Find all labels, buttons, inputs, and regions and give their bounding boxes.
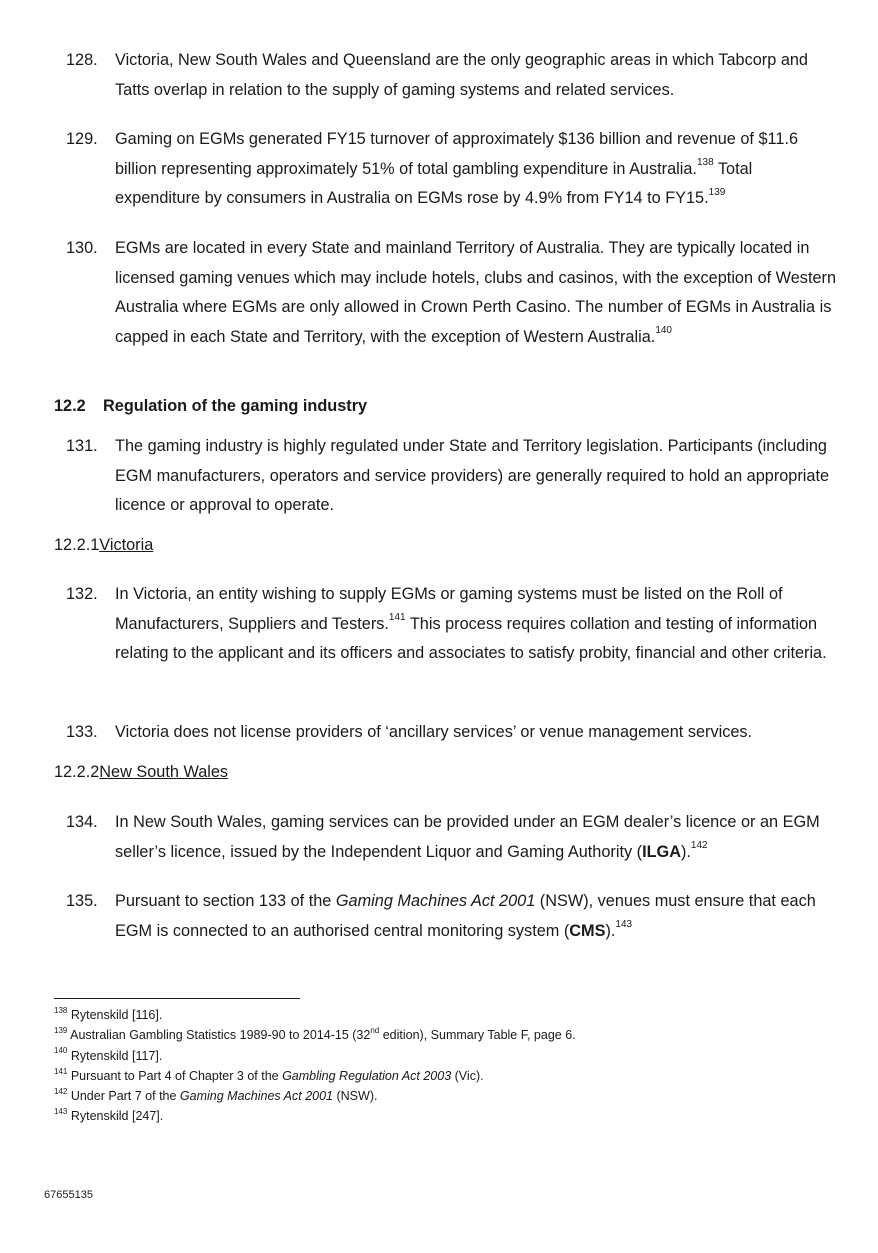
subsection-heading	[54, 763, 228, 782]
paragraph-number: 134.	[66, 813, 98, 831]
paragraph-text: The gaming industry is highly regulated under State and Territory legislation. Participants (including EGM manufacturers, operators and service providers) are generally required to hold an appropriate licence or approval to operate.	[115, 437, 830, 514]
paragraph-number: 133.	[66, 723, 98, 741]
section-number: 12.2	[54, 397, 86, 415]
footnote-141: $^{141}$ Pursuant to Part 4 of Chapter 3 of the Gambling Regulation Act 2003 (Vic).	[54, 1066, 484, 1083]
paragraph-133	[66, 718, 838, 748]
footnote-143: $^{143}$ Rytenskild [247].	[54, 1107, 164, 1124]
paragraph-129	[66, 125, 838, 214]
footnote-ref[interactable]: 138	[696, 157, 714, 169]
subsection-heading	[54, 536, 153, 555]
subsection-title: Victoria	[99, 536, 154, 554]
footnote-140: $^{140}$ Rytenskild [117].	[54, 1046, 163, 1063]
subsection-number: 12.2.1	[54, 536, 100, 554]
paragraph-130	[66, 234, 838, 352]
footnote-138: $^{138}$ Rytenskild [116].	[54, 1005, 163, 1022]
footnote-ref[interactable]: 140	[655, 325, 672, 337]
section-title: Regulation of the gaming industry	[103, 397, 368, 415]
footnote-ref[interactable]: 139	[708, 186, 726, 198]
paragraph-135	[66, 887, 838, 946]
footnote-139: $^{139}$ Australian Gambling Statistics 1989-90 to 2014-15 (32nd edition), Summary Table F, page 6.	[54, 1026, 576, 1043]
paragraph-number: 128.	[66, 51, 98, 69]
paragraph-number: 131.	[66, 437, 98, 455]
paragraph-132	[66, 580, 838, 669]
paragraph-text: Pursuant to section 133 of the Gaming Machines Act 2001 (NSW), venues must ensure that each EGM is connected to an authorised central monitoring system (CMS).$^{143}$	[115, 892, 816, 940]
subsection-title: New South Wales	[99, 763, 229, 781]
paragraph-number: 130.	[66, 239, 98, 257]
footnote-ref[interactable]: 142	[690, 840, 708, 852]
section-heading	[54, 397, 367, 416]
paragraph-text: In New South Wales, gaming services can be provided under an EGM dealer’s licence or an EGM seller’s licence, issued by the Independent Liquor and Gaming Authority (ILGA).$^{142}$	[115, 813, 820, 861]
paragraph-text: EGMs are located in every State and mainland Territory of Australia. They are typically located in licensed gaming venues which may include hotels, clubs and casinos, with the exception of Western Australia where EGMs are only allowed in Crown Perth Casino. The number of EGMs in Australia is capped in each State and Territory, with the exception of Western Australia.$^{140}$	[115, 239, 836, 346]
paragraph-131	[66, 432, 838, 521]
footnote-ref[interactable]: 141	[388, 612, 406, 624]
document-id: 67655135	[44, 1189, 93, 1201]
footnote-ref[interactable]: 143	[615, 919, 633, 931]
paragraph-128	[66, 46, 838, 105]
footnote-142: $^{142}$ Under Part 7 of the Gaming Machines Act 2001 (NSW).	[54, 1087, 378, 1104]
paragraph-number: 129.	[66, 130, 98, 148]
paragraph-text: Victoria does not license providers of ‘ancillary services’ or venue management services.	[115, 723, 753, 741]
paragraph-text: Victoria, New South Wales and Queensland are the only geographic areas in which Tabcorp and Tatts overlap in relation to the supply of gaming systems and related services.	[115, 51, 808, 99]
paragraph-number: 132.	[66, 585, 98, 603]
paragraph-text: In Victoria, an entity wishing to supply EGMs or gaming systems must be listed on the Roll of Manufacturers, Suppliers and Testers.$^{141}$ This process requires collation and testing of information relating to the applicant and its officers and associates to satisfy probity, financial and other criteria.	[115, 585, 827, 662]
paragraph-text: Gaming on EGMs generated FY15 turnover of approximately $136 billion and revenue of $11.6 billion representing approximately 51% of total gambling expenditure in Australia.$^{138}$ Total expenditure by consumers in Australia on EGMs rose by 4.9% from FY14 to FY15.$^{139}$	[115, 130, 799, 207]
subsection-number: 12.2.2	[54, 763, 100, 781]
footnote-separator	[54, 998, 300, 999]
paragraph-number: 135.	[66, 892, 98, 910]
footnotes	[54, 1005, 576, 1127]
paragraph-134	[66, 808, 838, 867]
